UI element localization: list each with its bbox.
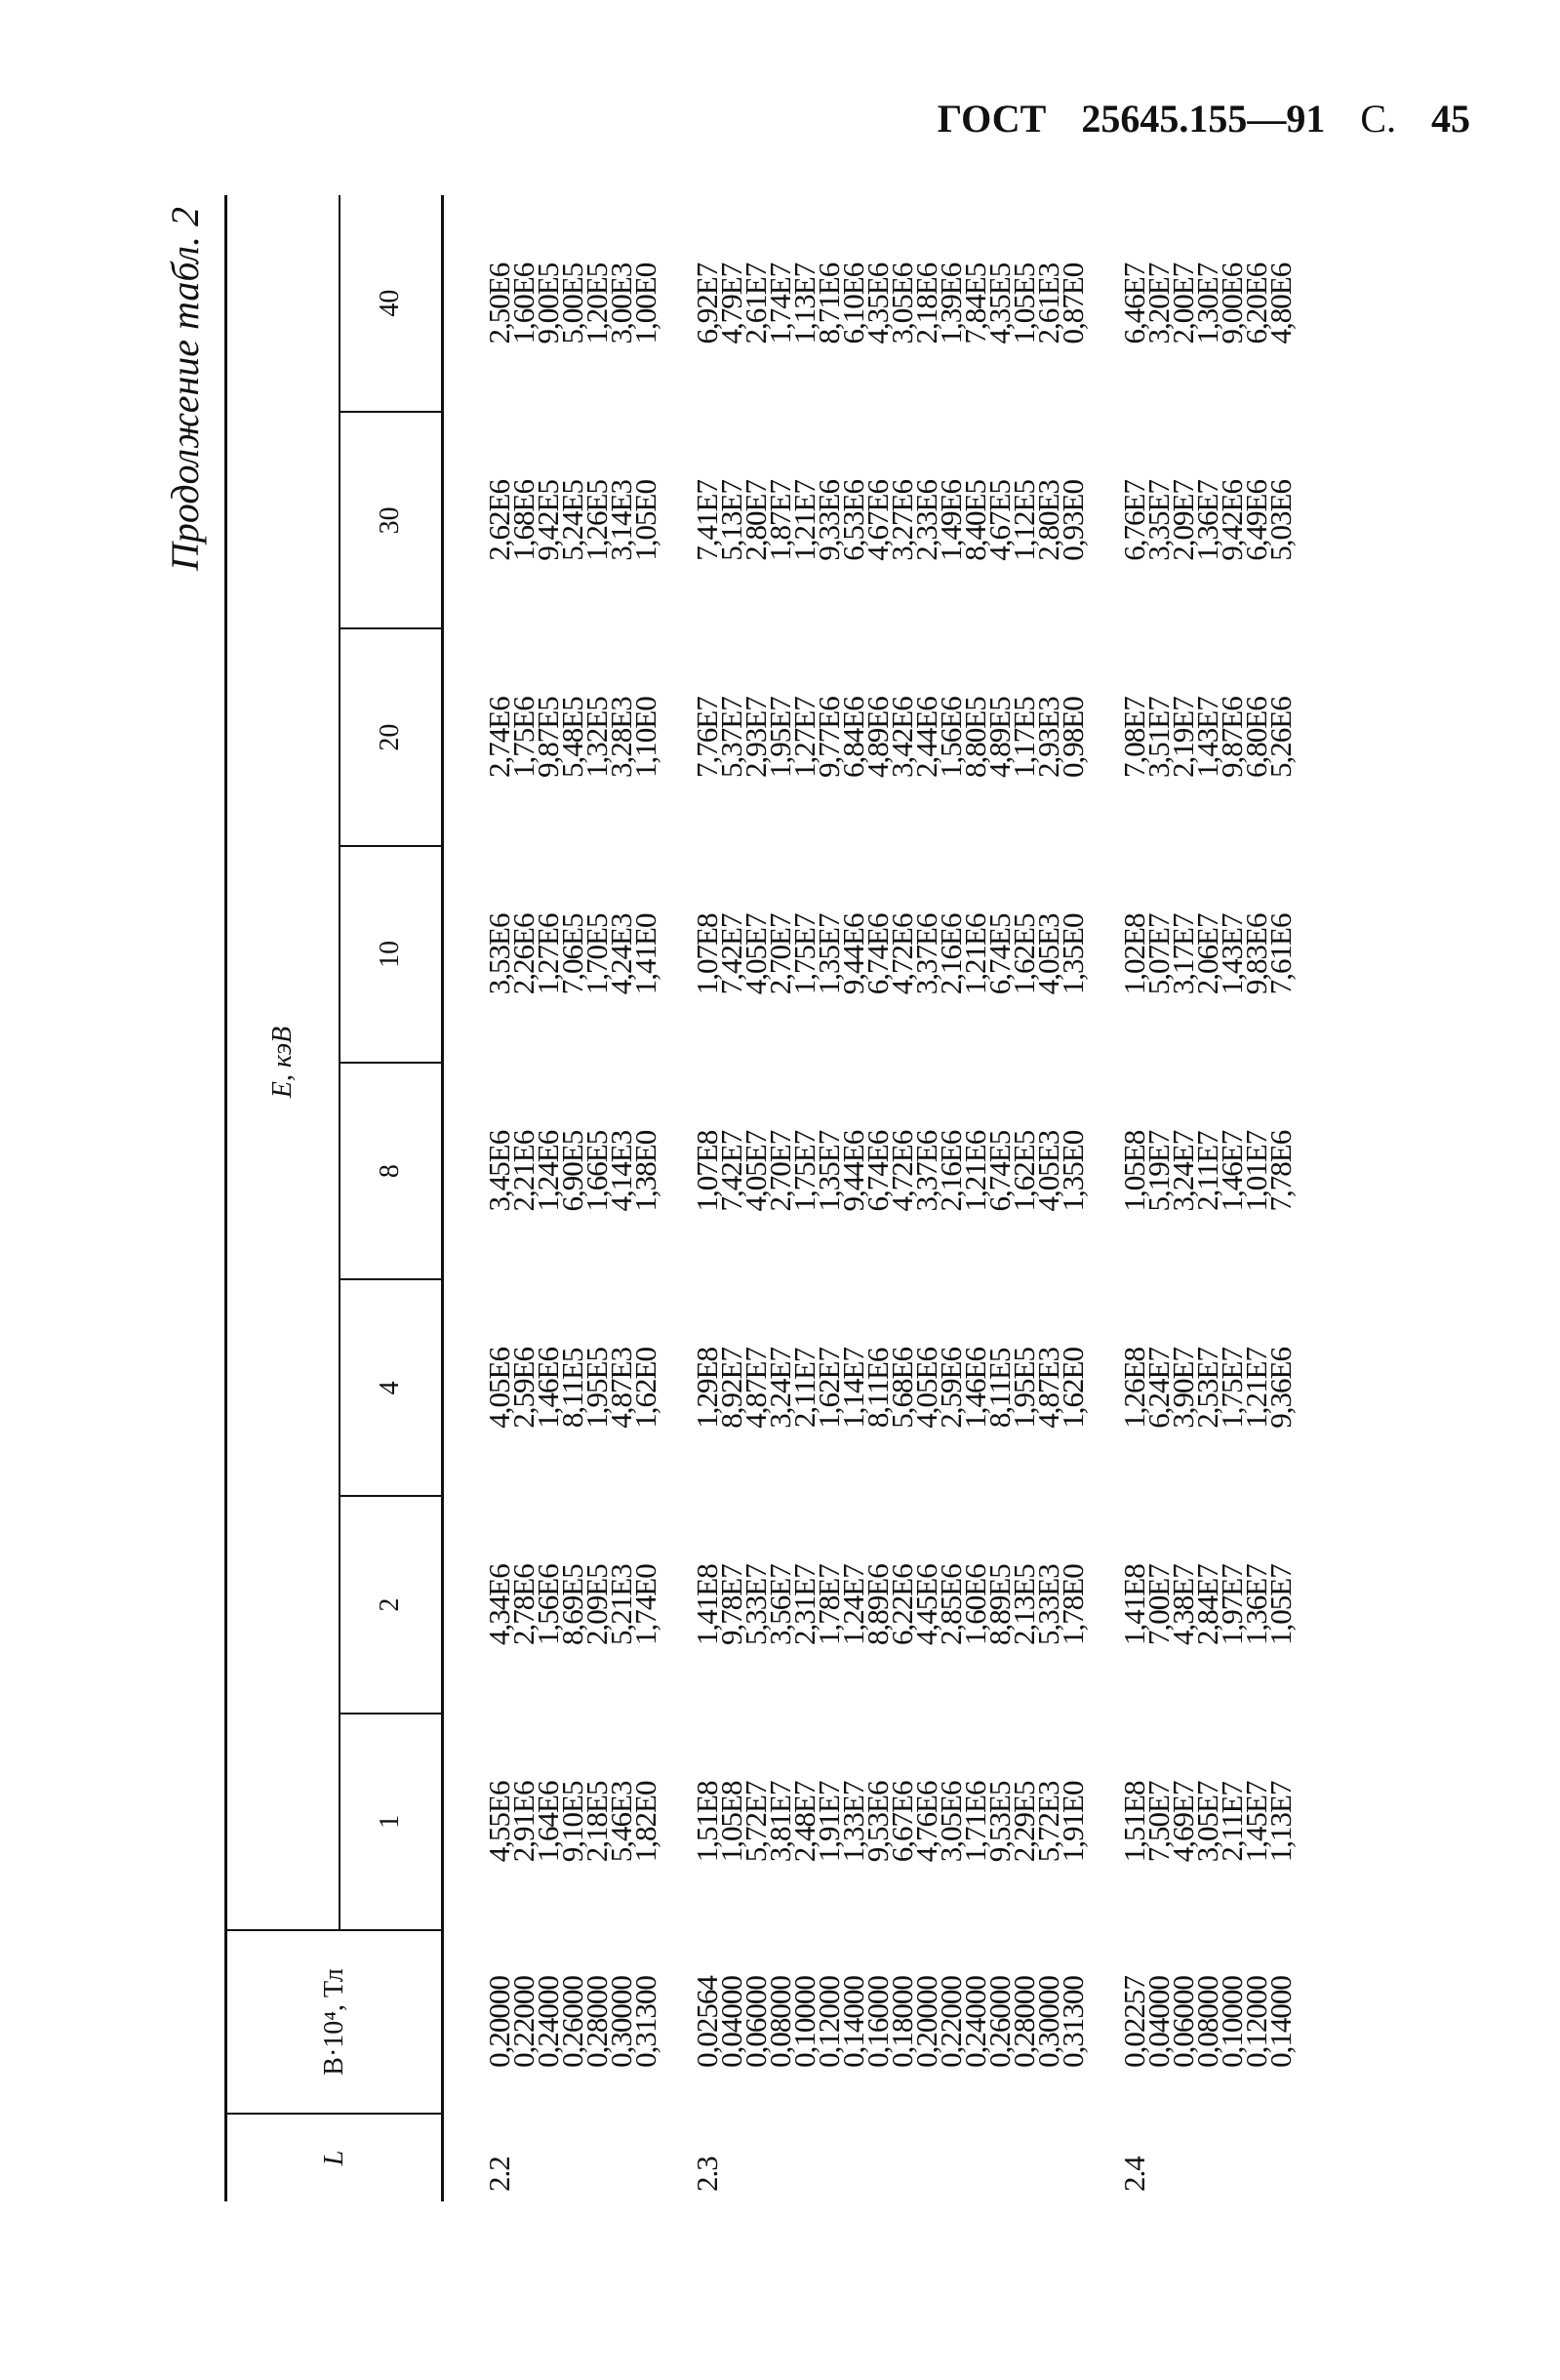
cell-flux-e10: 1,07E8 7,42E7 4,05E7 2,70E7 1,75E7 1,35E7 9,44E6 6,74E6 4,72E6 3,37E6 2,16E6 1,21E6 6,74E5 1,62E5 4,05E3 1,35E0 — [690, 913, 1090, 995]
cell-flux-e8: 3,45E6 2,21E6 1,24E6 6,90E5 1,66E5 4,14E3 1,38E0 — [482, 1130, 662, 1212]
cell-flux-e10: 1,02E8 5,07E7 3,17E7 2,06E7 1,43E7 9,83E6 7,61E6 — [1117, 913, 1298, 995]
cell-flux-e8: 1,07E8 7,42E7 4,05E7 2,70E7 1,75E7 1,35E7 9,44E6 6,74E6 4,72E6 3,37E6 2,16E6 1,21E6 6,74E5 1,62E5 4,05E3 1,35E0 — [690, 1130, 1090, 1212]
header-b: B·10⁴, Тл — [226, 1930, 443, 2114]
header-energy-30: 30 — [340, 412, 443, 628]
table-row — [695, 195, 1122, 2201]
cell-flux-e30: 2,62E6 1,68E6 9,42E5 5,24E5 1,26E5 3,14E3 1,05E0 — [482, 480, 662, 561]
header-energy: E, кэВ — [226, 195, 340, 1930]
table-row — [443, 195, 696, 2201]
header-standard-number: 25645.155—91 — [1081, 97, 1326, 141]
cell-l-value: 2.4 — [1117, 2157, 1151, 2192]
header-gost: ГОСТ — [937, 97, 1047, 141]
cell-b-values: 0,20000 0,22000 0,24000 0,26000 0,28000 0,30000 0,31300 — [482, 1976, 662, 2068]
cell-flux-e1: 1,51E8 1,05E8 5,72E7 3,81E7 2,48E7 1,91E7 1,33E7 9,53E6 6,67E6 4,76E6 3,05E6 1,71E6 9,53E5 2,29E5 5,72E3 1,91E0 — [690, 1781, 1090, 1863]
header-energy-20: 20 — [340, 629, 443, 846]
rotated-table-area — [146, 195, 1459, 2201]
cell-flux-e40: 6,46E7 3,20E7 2,00E7 1,30E7 9,00E6 6,20E6 4,80E6 — [1117, 262, 1298, 344]
cell-l-value: 2.2 — [482, 2157, 516, 2192]
cell-flux-e20: 7,08E7 3,51E7 2,19E7 1,43E7 9,87E6 6,80E6 5,26E6 — [1117, 697, 1298, 778]
table-caption: Продолжение табл. 2 — [163, 207, 207, 572]
cell-flux-e30: 6,76E7 3,35E7 2,09E7 1,36E7 9,42E6 6,49E6 5,03E6 — [1117, 480, 1298, 561]
data-table — [224, 195, 1299, 2201]
header-energy-1: 1 — [340, 1714, 443, 1930]
cell-flux-e4: 4,05E6 2,59E6 1,46E6 8,11E5 1,95E5 4,87E3 1,62E0 — [482, 1348, 662, 1429]
header-page-label: С. — [1360, 97, 1396, 141]
header-energy-40: 40 — [340, 195, 443, 412]
cell-flux-e4: 1,26E8 6,24E7 3,90E7 2,53E7 1,75E7 1,21E7 9,36E6 — [1117, 1348, 1298, 1429]
header-energy-10: 10 — [340, 846, 443, 1063]
cell-b-values: 0,02564 0,04000 0,06000 0,08000 0,10000 0,12000 0,14000 0,16000 0,18000 0,20000 0,22000 0,24000 0,26000 0,28000 0,30000 0,31300 — [690, 1976, 1090, 2068]
cell-l-value: 2.3 — [690, 2157, 724, 2192]
cell-flux-e2: 1,41E8 9,78E7 5,33E7 3,56E7 2,31E7 1,78E7 1,24E7 8,89E6 6,22E6 4,45E6 2,85E6 1,60E6 8,89E5 2,13E5 5,33E3 1,78E0 — [690, 1564, 1090, 1645]
header-energy-2: 2 — [340, 1497, 443, 1714]
header-page-number: 45 — [1431, 97, 1470, 141]
table-body — [443, 195, 1300, 2201]
page-header — [938, 96, 1470, 141]
cell-flux-e8: 1,05E8 5,19E7 3,24E7 2,11E7 1,46E7 1,01E7 7,78E6 — [1117, 1130, 1298, 1212]
cell-flux-e20: 2,74E6 1,75E6 9,87E5 5,48E5 1,32E5 3,28E3 1,10E0 — [482, 697, 662, 778]
cell-b-values: 0,02257 0,04000 0,06000 0,08000 0,10000 0,12000 0,14000 — [1117, 1976, 1298, 2068]
header-energy-4: 4 — [340, 1279, 443, 1496]
cell-flux-e10: 3,53E6 2,26E6 1,27E6 7,06E5 1,70E5 4,24E3 1,41E0 — [482, 913, 662, 995]
cell-flux-e40: 2,50E6 1,60E6 9,00E5 5,00E5 1,20E5 3,00E3 1,00E0 — [482, 262, 662, 344]
cell-flux-e1: 1,51E8 7,50E7 4,69E7 3,05E7 2,11E7 1,45E7 1,13E7 — [1117, 1781, 1298, 1863]
header-l: L — [226, 2114, 443, 2201]
header-energy-8: 8 — [340, 1063, 443, 1279]
cell-flux-e2: 4,34E6 2,78E6 1,56E6 8,69E5 2,09E5 5,21E3 1,74E0 — [482, 1564, 662, 1645]
cell-flux-e40: 6,92E7 4,79E7 2,61E7 1,74E7 1,13E7 8,71E6 6,10E6 4,35E6 3,05E6 2,18E6 1,39E6 7,84E5 4,35E5 1,05E5 2,61E3 0,87E0 — [690, 262, 1090, 344]
cell-flux-e30: 7,41E7 5,13E7 2,80E7 1,87E7 1,21E7 9,33E6 6,53E6 4,67E6 3,27E6 2,33E6 1,49E6 8,40E5 4,67E5 1,12E5 2,80E3 0,93E0 — [690, 480, 1090, 561]
cell-flux-e2: 1,41E8 7,00E7 4,38E7 2,84E7 1,97E7 1,36E7 1,05E7 — [1117, 1564, 1298, 1645]
table-header — [226, 195, 443, 2201]
cell-flux-e1: 4,55E6 2,91E6 1,64E6 9,10E5 2,18E5 5,46E3 1,82E0 — [482, 1781, 662, 1863]
cell-flux-e4: 1,29E8 8,92E7 4,87E7 3,24E7 2,11E7 1,62E7 1,14E7 8,11E6 5,68E6 4,05E6 2,59E6 1,46E6 8,11E5 1,95E5 4,87E3 1,62E0 — [690, 1348, 1090, 1429]
cell-flux-e20: 7,76E7 5,37E7 2,93E7 1,95E7 1,27E7 9,77E6 6,84E6 4,89E6 3,42E6 2,44E6 1,56E6 8,80E5 4,89E5 1,17E5 2,93E3 0,98E0 — [690, 697, 1090, 778]
table-row — [1122, 195, 1299, 2201]
